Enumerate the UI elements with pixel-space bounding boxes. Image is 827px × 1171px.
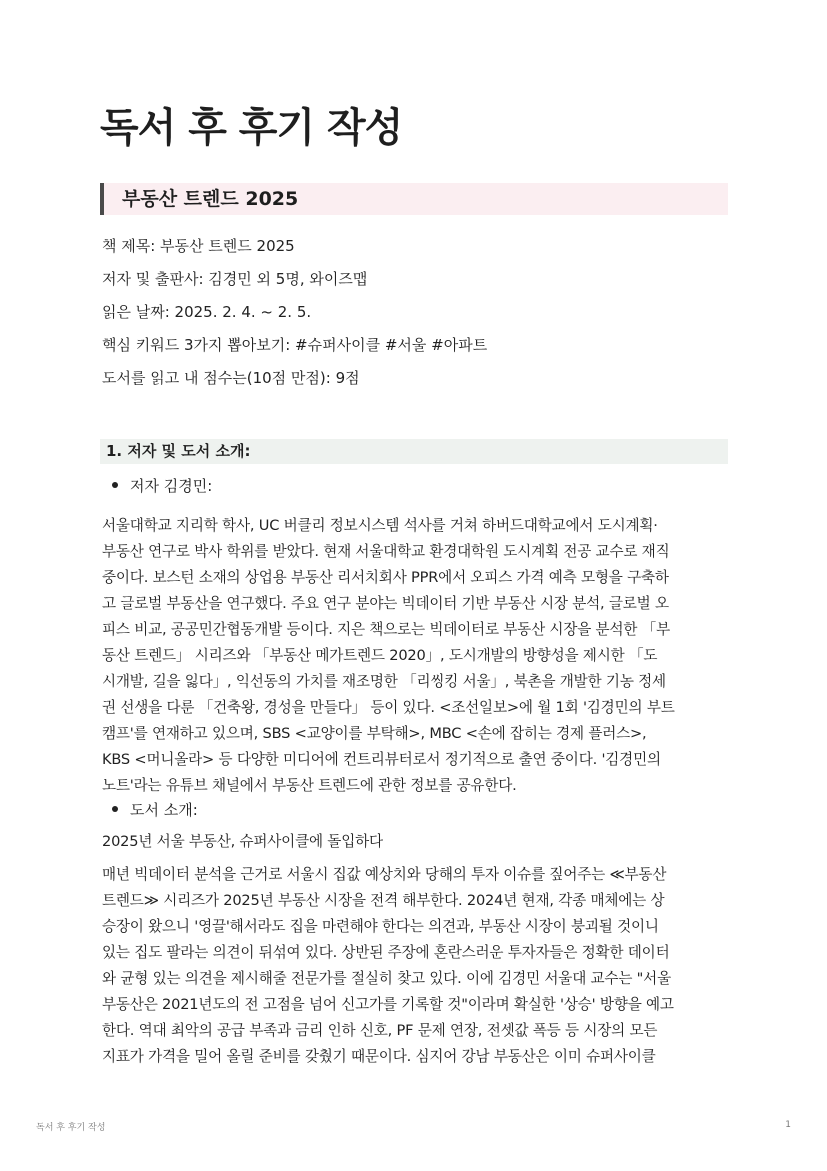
paragraph-line: 노트'라는 유튜브 채널에서 부동산 트렌드에 관한 정보를 공유한다.: [102, 777, 517, 794]
footer-page-number: 1: [785, 1120, 791, 1130]
paragraph-line: 권 선생을 다룬 「건축왕, 경성을 만들다」 등이 있다. <조선일보>에 월 1회 '김경민의 부트: [102, 699, 675, 716]
paragraph-line: 승장이 왔으니 '영끌'해서라도 집을 마련해야 한다는 의견과, 부동산 시장이 붕괴될 것이니: [102, 918, 659, 935]
paragraph-line: KBS <머니올라> 등 다양한 미디어에 컨트리뷰터로서 정기적으로 출연 중이다. '김경민의: [102, 751, 661, 768]
paragraph-line: 서울대학교 지리학 학사, UC 버클리 정보시스템 석사를 거쳐 하버드대학교에서 도시계획·: [102, 517, 658, 534]
meta-author-publisher: 저자 및 출판사: 김경민 외 5명, 와이즈맵: [102, 270, 368, 288]
book-metadata-list: [102, 236, 742, 401]
footer-document-title: 독서 후 후기 작성: [36, 1123, 106, 1133]
intro-heading: 1. 저자 및 도서 소개:: [100, 439, 728, 464]
paragraph-line: 고 글로벌 부동산을 연구했다. 주요 연구 분야는 빅데이터 기반 부동산 시장 분석, 글로벌 오: [102, 595, 669, 612]
paragraph-line: 부동산 연구로 박사 학위를 받았다. 현재 서울대학교 환경대학원 도시계획 전공 교수로 재직: [102, 543, 670, 560]
meta-book-title: 책 제목: 부동산 트렌드 2025: [102, 237, 295, 255]
paragraph-line: 동산 트렌드」 시리즈와 「부동산 메가트렌드 2020」, 도시개발의 방향성을 제시한 「도: [102, 647, 658, 664]
author-bullet-item: [112, 476, 212, 497]
paragraph-line: 부동산은 2021년도의 전 고점을 넘어 신고가를 기록할 것"이라며 확실한 '상승' 방향을 예고: [102, 996, 674, 1013]
author-bullet-label: 저자 김경민:: [130, 477, 213, 495]
paragraph-line: 매년 빅데이터 분석을 근거로 서울시 집값 예상치와 당해의 투자 이슈를 짚어주는 ≪부동산: [102, 866, 667, 883]
book-title-heading: 부동산 트렌드 2025: [100, 183, 728, 215]
paragraph-line: 중이다. 보스턴 소재의 상업용 부동산 리서치회사 PPR에서 오피스 가격 예측 모형을 구축하: [102, 569, 669, 586]
meta-score: 도서를 읽고 내 점수는(10점 만점): 9점: [102, 369, 360, 387]
book-subtitle: 2025년 서울 부동산, 슈퍼사이클에 돌입하다: [102, 833, 383, 850]
meta-keywords: 핵심 키워드 3가지 뽑아보기: #슈퍼사이클 #서울 #아파트: [102, 336, 488, 354]
bullet-dot: [112, 806, 118, 812]
paragraph-line: 시개발, 길을 잃다」, 익선동의 가치를 재조명한 「리씽킹 서울」, 북촌을 개발한 기농 정세: [102, 673, 666, 690]
page-title: 독서 후 후기 작성: [100, 105, 403, 151]
meta-read-date: 읽은 날짜: 2025. 2. 4. ~ 2. 5.: [102, 303, 312, 321]
paragraph-line: 피스 비교, 공공민간협동개발 등이다. 지은 책으로는 빅데이터로 부동산 시장을 분석한 「부: [102, 621, 670, 638]
book-bullet-label: 도서 소개:: [130, 801, 198, 819]
book-bullet-item: [112, 800, 198, 821]
bullet-dot: [112, 482, 118, 488]
paragraph-line: 캠프'를 연재하고 있으며, SBS <교양이를 부탁해>, MBC <손에 잡히는 경제 플러스>,: [102, 725, 647, 742]
paragraph-line: 트렌드≫ 시리즈가 2025년 부동산 시장을 전격 해부한다. 2024년 현재, 각종 매체에는 상: [102, 892, 665, 909]
paragraph-line: 한다. 역대 최악의 공급 부족과 금리 인하 신호, PF 문제 연장, 전셋값 폭등 등 시장의 모든: [102, 1022, 658, 1039]
paragraph-line: 있는 집도 팔라는 의견이 뒤섞여 있다. 상반된 주장에 혼란스러운 투자자들은 정확한 데이터: [102, 944, 670, 961]
paragraph-line: 와 균형 있는 의견을 제시해줄 전문가를 절실히 찾고 있다. 이에 김경민 서울대 교수는 "서울: [102, 970, 671, 987]
paragraph-line: 지표가 가격을 밀어 올릴 준비를 갖췄기 때문이다. 심지어 강남 부동산은 이미 슈퍼사이클: [102, 1048, 656, 1065]
